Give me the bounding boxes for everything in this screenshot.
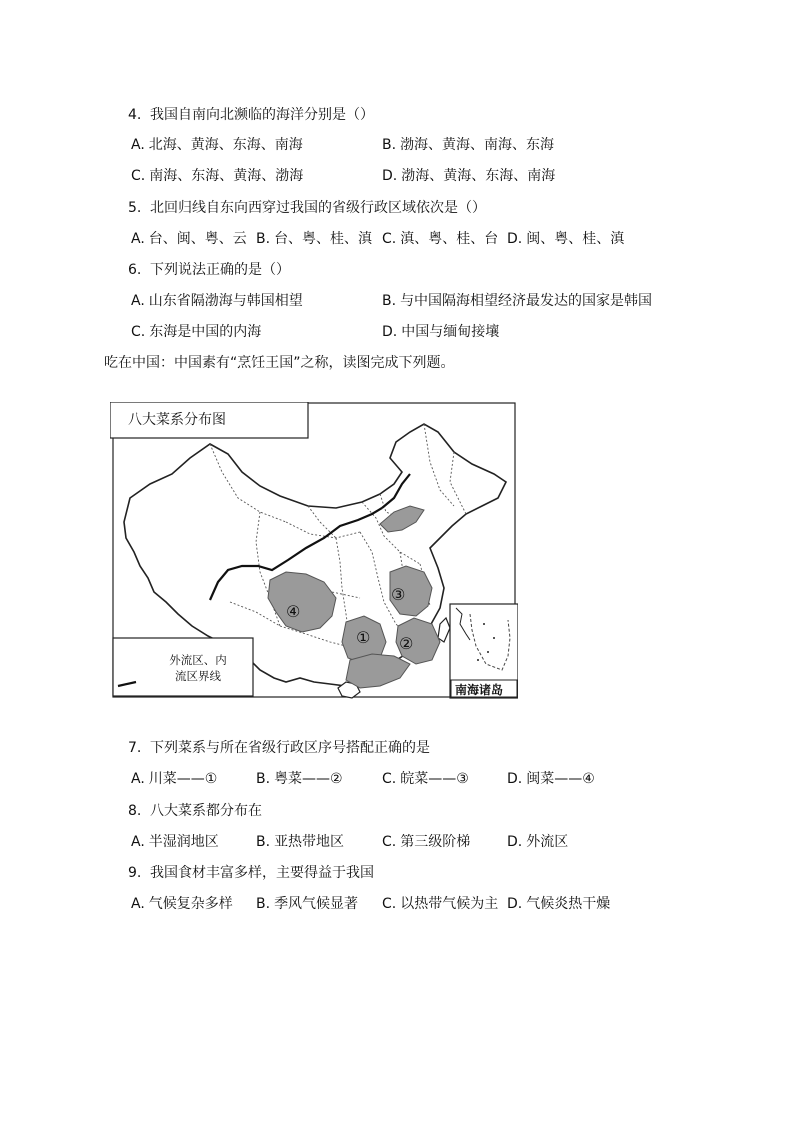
option-text: 渤海、黄海、东海、南海 [401, 168, 556, 184]
q7-option-b[interactable] [256, 768, 343, 788]
q7-option-d[interactable] [507, 768, 595, 788]
option-text: 台、闽、粤、云 [148, 231, 247, 247]
option-text: 气候炎热干燥 [526, 896, 611, 912]
q6-option-d[interactable] [382, 321, 499, 341]
q8-option-a[interactable] [131, 831, 219, 851]
map-legend [152, 652, 244, 684]
option-text: 半湿润地区 [148, 834, 219, 850]
option-letter: C. [382, 231, 397, 247]
map-title: 八大菜系分布图 [128, 412, 226, 428]
option-letter: A. [131, 137, 145, 153]
question-8-stem [128, 800, 262, 820]
option-letter: C. [131, 324, 146, 340]
option-letter: C. [382, 771, 397, 787]
q5-option-c[interactable] [382, 228, 498, 248]
question-number: 5. [128, 200, 142, 216]
option-letter: A. [131, 834, 145, 850]
option-letter: C. [131, 168, 146, 184]
region-label-1: ① [356, 628, 371, 647]
q7-option-a[interactable] [131, 768, 217, 788]
option-letter: A. [131, 231, 145, 247]
q5-option-a[interactable] [131, 228, 247, 248]
option-letter: C. [382, 896, 397, 912]
question-number: 7. [128, 740, 142, 756]
option-letter: D. [382, 168, 398, 184]
inset-label: 南海诸岛 [455, 683, 504, 697]
legend-line-1: 外流区、内 [169, 653, 227, 667]
option-text: 台、粤、桂、滇 [274, 231, 373, 247]
option-text: 季风气候显著 [274, 896, 359, 912]
legend-line-2: 流区界线 [175, 669, 221, 683]
question-text: 下列说法正确的是（） [150, 262, 290, 278]
option-letter: B. [256, 771, 271, 787]
cuisine-distribution-map [110, 402, 518, 700]
option-letter: A. [131, 896, 145, 912]
section-intro: 吃在中国：中国素有“烹饪王国”之称，读图完成下列题。 [104, 355, 455, 371]
question-5-stem [128, 197, 486, 217]
option-letter: D. [507, 231, 523, 247]
option-text: 亚热带地区 [274, 834, 345, 850]
option-letter: D. [507, 771, 523, 787]
option-letter: B. [256, 231, 271, 247]
option-letter: A. [131, 293, 145, 309]
option-text: 南海、东海、黄海、渤海 [149, 168, 304, 184]
option-text: 与中国隔海相望经济最发达的国家是韩国 [400, 293, 653, 309]
question-number: 8. [128, 803, 142, 819]
question-7-stem [128, 737, 430, 757]
q6-option-b[interactable] [382, 290, 652, 310]
q8-option-c[interactable] [382, 831, 470, 851]
q4-option-d[interactable] [382, 165, 555, 185]
option-letter: B. [256, 834, 271, 850]
option-text: 北海、黄海、东海、南海 [148, 137, 303, 153]
q4-option-b[interactable] [382, 134, 554, 154]
question-9-stem [128, 862, 374, 882]
question-text: 北回归线自东向西穿过我国的省级行政区域依次是（） [150, 200, 486, 216]
q4-option-c[interactable] [131, 165, 303, 185]
option-text: 渤海、黄海、南海、东海 [400, 137, 555, 153]
option-text: 东海是中国的内海 [149, 324, 262, 340]
q4-option-a[interactable] [131, 134, 303, 154]
option-letter: C. [382, 834, 397, 850]
option-text: 滇、粤、桂、台 [400, 231, 499, 247]
q9-option-c[interactable] [382, 893, 498, 913]
option-text: 以热带气候为主 [400, 896, 499, 912]
question-text: 下列菜系与所在省级行政区序号搭配正确的是 [150, 740, 430, 756]
q9-option-d[interactable] [507, 893, 610, 913]
question-text: 八大菜系都分布在 [150, 803, 262, 819]
option-text: 第三级阶梯 [400, 834, 471, 850]
q7-option-c[interactable] [382, 768, 469, 788]
question-6-stem [128, 259, 290, 279]
question-text: 我国自南向北濒临的海洋分别是（） [150, 107, 374, 123]
q5-option-b[interactable] [256, 228, 372, 248]
option-letter: D. [382, 324, 398, 340]
question-4-stem [128, 104, 374, 124]
option-letter: A. [131, 771, 145, 787]
question-number: 6. [128, 262, 142, 278]
q8-option-b[interactable] [256, 831, 344, 851]
question-number: 4. [128, 107, 142, 123]
q8-option-d[interactable] [507, 831, 568, 851]
option-text: 皖菜——③ [400, 771, 469, 787]
q9-option-b[interactable] [256, 893, 358, 913]
region-label-3: ③ [391, 585, 406, 604]
option-text: 气候复杂多样 [148, 896, 233, 912]
option-letter: B. [382, 293, 397, 309]
q6-option-a[interactable] [131, 290, 303, 310]
option-text: 中国与缅甸接壤 [401, 324, 500, 340]
q6-option-c[interactable] [131, 321, 261, 341]
option-letter: B. [382, 137, 397, 153]
option-letter: D. [507, 896, 523, 912]
question-number: 9. [128, 865, 142, 881]
option-letter: D. [507, 834, 523, 850]
region-label-4: ④ [286, 602, 301, 621]
option-text: 川菜——① [148, 771, 218, 787]
option-text: 闽、粤、桂、滇 [526, 231, 625, 247]
option-text: 外流区 [526, 834, 569, 850]
region-label-2: ② [399, 634, 414, 653]
question-text: 我国食材丰富多样，主要得益于我国 [150, 865, 374, 881]
q5-option-d[interactable] [507, 228, 624, 248]
option-text: 粤菜——② [274, 771, 343, 787]
option-text: 山东省隔渤海与韩国相望 [148, 293, 303, 309]
q9-option-a[interactable] [131, 893, 233, 913]
option-text: 闽菜——④ [526, 771, 595, 787]
option-letter: B. [256, 896, 271, 912]
